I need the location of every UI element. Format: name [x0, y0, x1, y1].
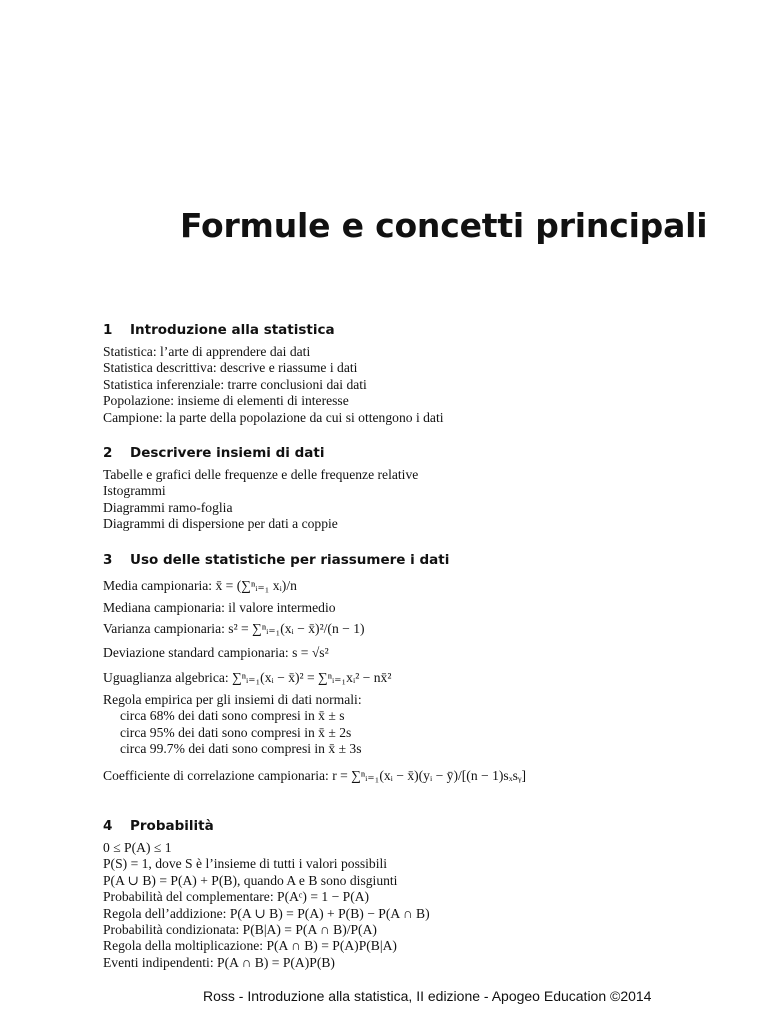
section-statistiche — [103, 552, 526, 788]
formula-line: Varianza campionaria: s² = ∑ⁿᵢ₌₁(xᵢ − x̄)²/(n − 1) — [103, 620, 365, 636]
formula-line: Coefficiente di correlazione campionaria: r = ∑ⁿᵢ₌₁(xᵢ − x̄)(yᵢ − ȳ)/[(n − 1)sₓsᵧ] — [103, 767, 527, 783]
formula-line: Media campionaria: x̄ = (∑ⁿᵢ₌₁ xᵢ)/n — [103, 578, 297, 593]
formula-line: P(S) = 1, dove S è l’insieme di tutti i valori possibili — [103, 856, 388, 872]
section-heading — [103, 445, 418, 467]
footer-credit: Ross - Introduzione alla statistica, II edizione - Apogeo Education ©2014 — [203, 988, 652, 1004]
text-line: Diagrammi ramo-foglia — [103, 499, 233, 515]
formula-line: 0 ≤ P(A) ≤ 1 — [103, 840, 172, 855]
section-probabilita — [103, 818, 430, 971]
text-line: Statistica descrittiva: descrive e riassume i dati — [103, 360, 358, 376]
section-heading — [103, 818, 430, 840]
formula-line: P(A ∪ B) = P(A) + P(B), quando A e B sono disgiunti — [103, 872, 398, 888]
section-heading — [103, 552, 526, 574]
text-line: circa 68% dei dati sono compresi in x̄ ± s — [120, 708, 345, 724]
text-line: Popolazione: insieme di elementi di interesse — [103, 393, 349, 409]
page-title: Formule e concetti principali — [180, 206, 708, 245]
text-line: Regola empirica per gli insiemi di dati normali: — [103, 692, 362, 707]
text-line: Diagrammi di dispersione per dati a coppie — [103, 516, 338, 532]
section-title: Descrivere insiemi di dati — [130, 445, 325, 461]
formula-line: Regola della moltiplicazione: P(A ∩ B) = P(A)P(B|A) — [103, 938, 397, 954]
formula-line: Regola dell’addizione: P(A ∪ B) = P(A) + P(B) − P(A ∩ B) — [103, 905, 430, 921]
text-line: Mediana campionaria: il valore intermedio — [103, 599, 336, 615]
section-descrivere — [103, 445, 418, 533]
text-line: Istogrammi — [103, 483, 166, 499]
text-line: Statistica inferenziale: trarre conclusioni dai dati — [103, 376, 367, 392]
section-number: 1 — [103, 322, 113, 338]
section-title: Introduzione alla statistica — [130, 322, 335, 338]
text-line: circa 95% dei dati sono compresi in x̄ ± 2s — [120, 724, 352, 740]
section-introduzione — [103, 322, 444, 426]
formula-line: Probabilità del complementare: P(Aᶜ) = 1 − P(A) — [103, 889, 370, 905]
section-heading — [103, 322, 444, 344]
text-line: circa 99.7% dei dati sono compresi in x̄ ± 3s — [120, 741, 362, 757]
section-title: Probabilità — [130, 818, 214, 834]
formula-line: Deviazione standard campionaria: s = √s² — [103, 645, 329, 660]
formula-line: Uguaglianza algebrica: ∑ⁿᵢ₌₁(xᵢ − x̄)² = ∑ⁿᵢ₌₁xᵢ² − nx̄² — [103, 669, 392, 685]
section-number: 4 — [103, 818, 113, 834]
section-number: 3 — [103, 552, 113, 568]
section-number: 2 — [103, 445, 113, 461]
formula-line: Probabilità condizionata: P(B|A) = P(A ∩ B)/P(A) — [103, 922, 377, 938]
text-line: Tabelle e grafici delle frequenze e delle frequenze relative — [103, 467, 419, 482]
section-title: Uso delle statistiche per riassumere i dati — [130, 552, 450, 568]
text-line: Statistica: l’arte di apprendere dai dati — [103, 344, 311, 359]
formula-line: Eventi indipendenti: P(A ∩ B) = P(A)P(B) — [103, 954, 335, 970]
text-line: Campione: la parte della popolazione da cui si ottengono i dati — [103, 409, 444, 425]
